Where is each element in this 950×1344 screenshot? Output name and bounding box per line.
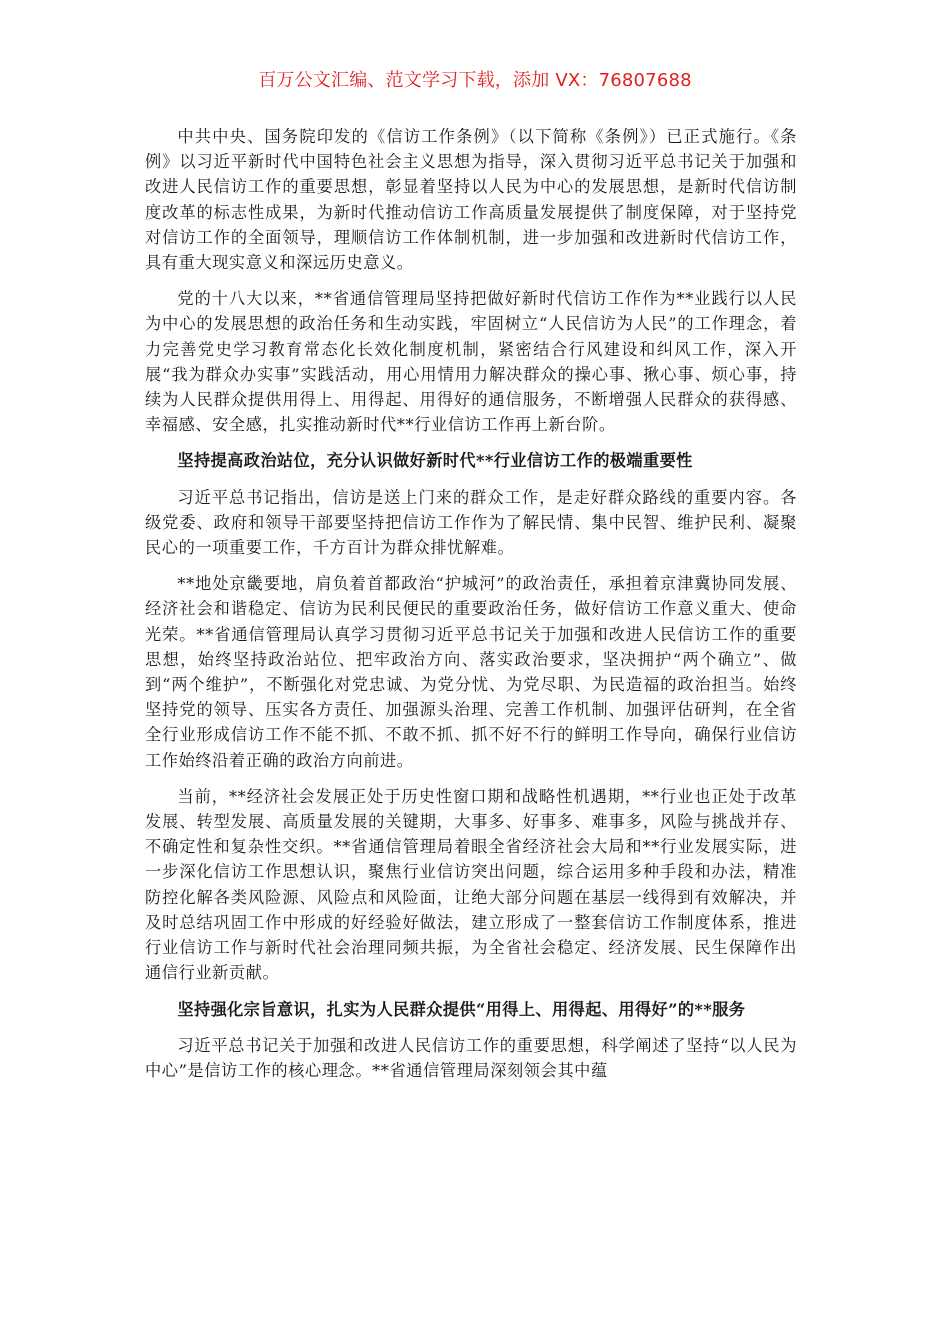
paragraph-background: 党的十八大以来，**省通信管理局坚持把做好新时代信访工作作为**业践行以人民为中心的发展思想的政治任务和生动实践，牢固树立“人民信访为人民”的工作理念，着力完善党史学习教育常态化长效化制度机制，紧密结合行风建设和纠风工作，深入开展“我为群众办实事”实践活动，用心用情用力解决群众的操心事、揪心事、烦心事，持续为人民群众提供用得上、用得起、用得好的通信服务，不断增强人民群众的获得感、幸福感、安全感，扎实推动新时代**行业信访工作再上新台阶。 [145,289,797,435]
document-body [145,124,797,1094]
paragraph-intro: 中共中央、国务院印发的《信访工作条例》（以下简称《条例》）已正式施行。《条例》以习近平新时代中国特色社会主义思想为指导，深入贯彻习近平总书记关于加强和改进人民信访工作的重要思想，彰显着坚持以人民为中心的发展思想，是新时代信访制度改革的标志性成果，为新时代推动信访工作高质量发展提供了制度保障，对于坚持党对信访工作的全面领导，理顺信访工作体制机制，进一步加强和改进新时代信访工作，具有重大现实意义和深远历史意义。 [145,127,797,273]
paragraph-people-centered: 习近平总书记关于加强和改进人民信访工作的重要思想，科学阐述了坚持“以人民为中心”是信访工作的核心理念。**省通信管理局深刻领会其中蕴 [145,1035,797,1080]
section-heading-political-stance: 坚持提高政治站位，充分认识做好新时代**行业信访工作的极端重要性 [177,451,693,471]
paragraph-current-situation: 当前，**经济社会发展正处于历史性窗口期和战略性机遇期，**行业也正处于改革发展、转型发展、高质量发展的关键期，大事多、好事多、难事多，风险与挑战并存、不确定性和复杂性交织。**省通信管理局着眼全省经济社会大局和**行业发展实际，进一步深化信访工作思想认识，聚焦行业信访突出问题，综合运用多种手段和办法，精准防控化解各类风险源、风险点和风险面，让绝大部分问题在基层一线得到有效解决，并及时总结巩固工作中形成的好经验好做法，建立形成了一整套信访工作制度体系，推进行业信访工作与新时代社会治理同频共振，为全省社会稳定、经济发展、民生保障作出通信行业新贡献。 [145,786,797,983]
paragraph-quote-xi: 习近平总书记指出，信访是送上门来的群众工作，是走好群众路线的重要内容。各级党委、政府和领导干部要坚持把信访工作作为了解民情、集中民智、维护民利、凝聚民心的一项重要工作，千方百计为群众排忧解难。 [145,487,797,558]
paragraph-regional-responsibility: **地处京畿要地，肩负着首都政治“护城河”的政治责任，承担着京津冀协同发展、经济社会和谐稳定、信访为民利民便民的重要政治任务，做好信访工作意义重大、使命光荣。**省通信管理局认真学习贯彻习近平总书记关于加强和改进人民信访工作的重要思想，始终坚持政治站位、把牢政治方向、落实政治要求，坚决拥护“两个确立”、做到“两个维护”，不断强化对党忠诚、为党分忧、为党尽职、为民造福的政治担当。始终坚持党的领导、压实各方责任、加强源头治理、完善工作机制、加强评估研判，在全省全行业形成信访工作不能不抓、不敢不抓、抓不好不行的鲜明工作导向，确保行业信访工作始终沿着正确的政治方向前进。 [145,574,797,770]
section-heading-service-purpose: 坚持强化宗旨意识，扎实为人民群众提供“用得上、用得起、用得好”的**服务 [177,999,746,1019]
page-header-banner: 百万公文汇编、范文学习下载，添加 VX：76807688 [258,70,692,91]
